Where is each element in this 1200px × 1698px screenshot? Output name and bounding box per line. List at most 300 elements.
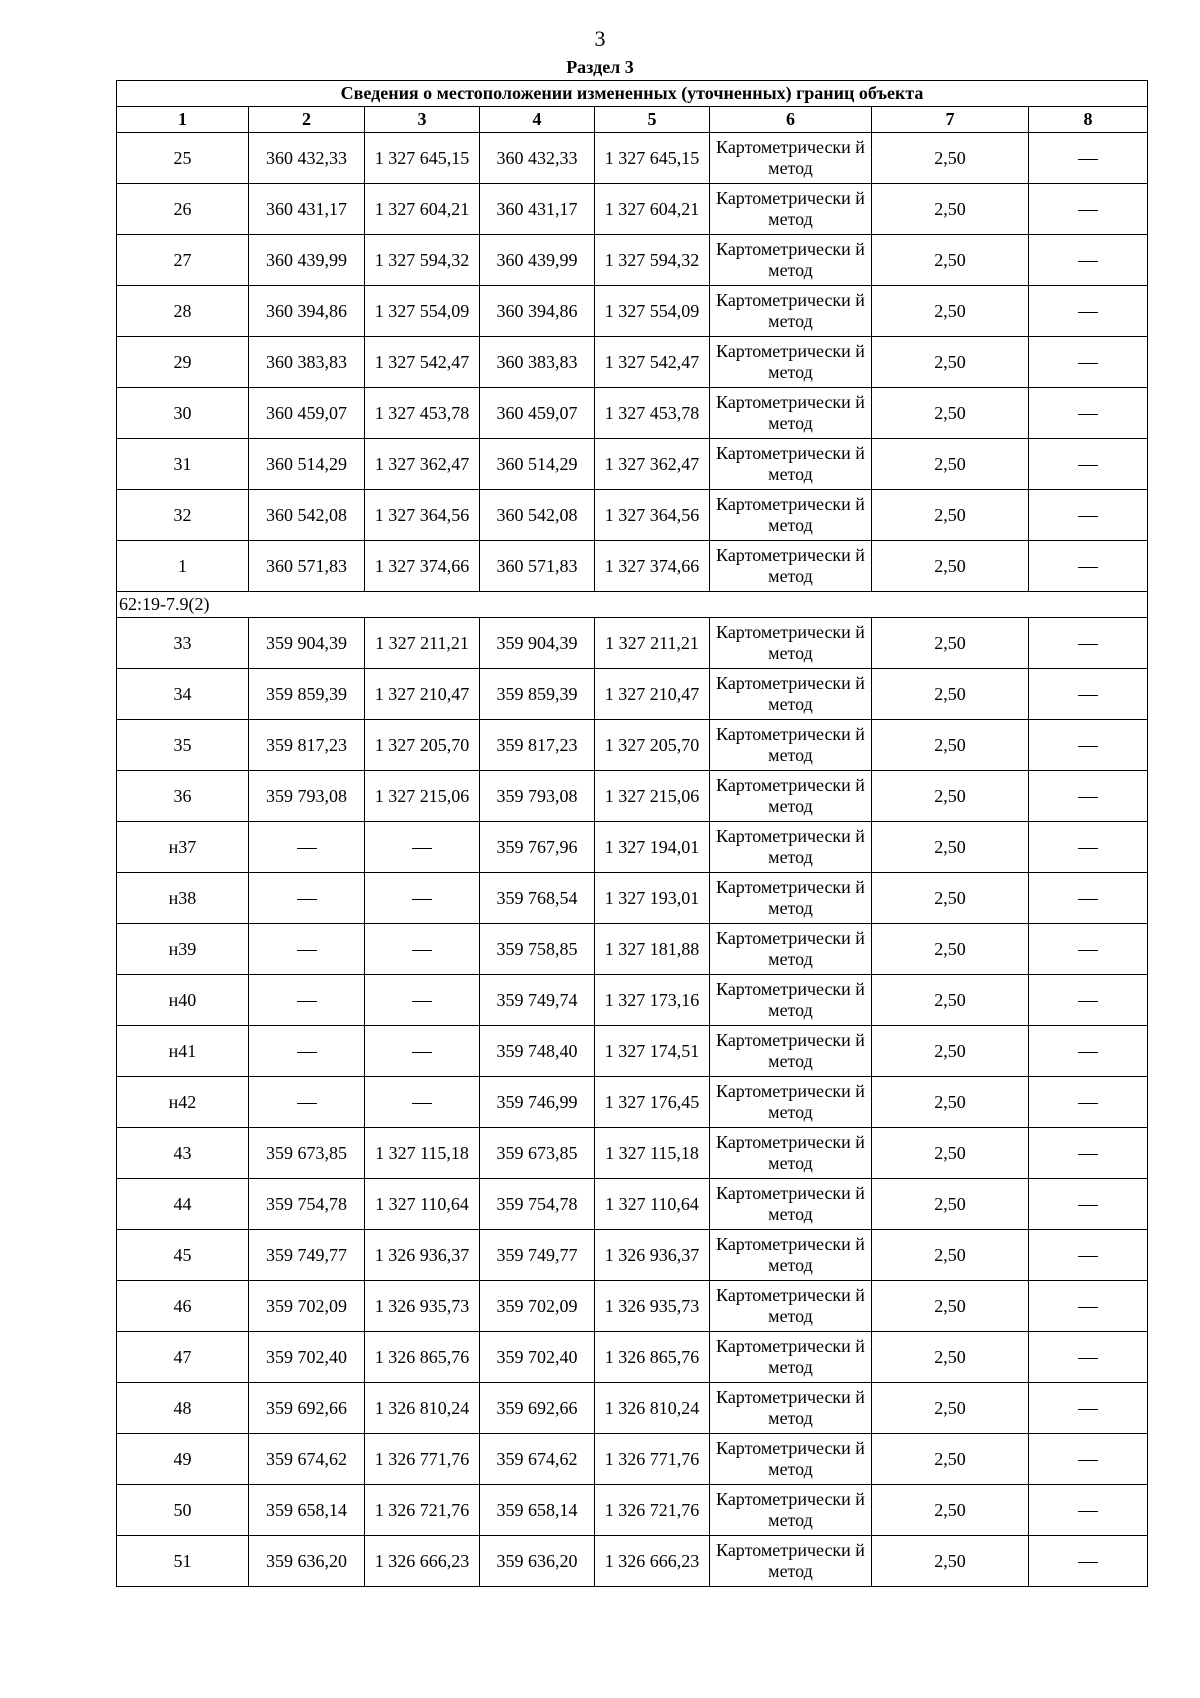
y-new-cell: 1 327 194,01	[595, 822, 710, 873]
method-cell: Картометрически й метод	[710, 541, 872, 592]
y-old-cell	[365, 1026, 480, 1077]
dash-mark	[1078, 899, 1098, 900]
dash-mark	[1078, 1460, 1098, 1461]
method-cell: Картометрически й метод	[710, 337, 872, 388]
description-cell	[1029, 133, 1148, 184]
x-old-cell	[249, 1077, 365, 1128]
x-new-cell: 359 658,14	[480, 1485, 595, 1536]
dash-mark	[1078, 695, 1098, 696]
dash-mark	[297, 1103, 317, 1104]
accuracy-cell: 2,50	[872, 873, 1029, 924]
point-number-cell: 50	[117, 1485, 249, 1536]
accuracy-cell: 2,50	[872, 618, 1029, 669]
method-cell: Картометрически й метод	[710, 1536, 872, 1587]
table-row	[117, 184, 1148, 235]
point-number-cell: 28	[117, 286, 249, 337]
description-cell	[1029, 1281, 1148, 1332]
point-number-cell: 33	[117, 618, 249, 669]
x-new-cell: 360 542,08	[480, 490, 595, 541]
method-cell: Картометрически й метод	[710, 924, 872, 975]
point-number-cell: 32	[117, 490, 249, 541]
x-new-cell: 359 758,85	[480, 924, 595, 975]
x-new-cell: 360 383,83	[480, 337, 595, 388]
y-old-cell: 1 327 364,56	[365, 490, 480, 541]
dash-mark	[1078, 797, 1098, 798]
x-new-cell: 359 748,40	[480, 1026, 595, 1077]
y-old-cell: 1 326 810,24	[365, 1383, 480, 1434]
method-cell: Картометрически й метод	[710, 1434, 872, 1485]
accuracy-cell: 2,50	[872, 771, 1029, 822]
section-title: Раздел 3	[566, 57, 634, 77]
y-new-cell: 1 327 173,16	[595, 975, 710, 1026]
y-old-cell	[365, 975, 480, 1026]
y-old-cell	[365, 822, 480, 873]
table-row	[117, 388, 1148, 439]
x-old-cell	[249, 822, 365, 873]
y-old-cell: 1 326 865,76	[365, 1332, 480, 1383]
x-old-cell: 359 702,40	[249, 1332, 365, 1383]
description-cell	[1029, 1179, 1148, 1230]
description-cell	[1029, 1332, 1148, 1383]
column-number: 3	[365, 107, 480, 133]
table-row	[117, 133, 1148, 184]
description-cell	[1029, 337, 1148, 388]
y-old-cell: 1 326 936,37	[365, 1230, 480, 1281]
x-old-cell	[249, 924, 365, 975]
x-new-cell: 359 793,08	[480, 771, 595, 822]
y-old-cell: 1 327 604,21	[365, 184, 480, 235]
description-cell	[1029, 618, 1148, 669]
group-label: 62:19-7.9(2)	[117, 592, 1148, 618]
y-new-cell: 1 327 110,64	[595, 1179, 710, 1230]
accuracy-cell: 2,50	[872, 490, 1029, 541]
y-new-cell: 1 327 554,09	[595, 286, 710, 337]
x-old-cell: 360 439,99	[249, 235, 365, 286]
point-number-cell: 44	[117, 1179, 249, 1230]
table-row	[117, 1332, 1148, 1383]
table-row	[117, 1485, 1148, 1536]
y-old-cell: 1 327 362,47	[365, 439, 480, 490]
method-cell: Картометрически й метод	[710, 133, 872, 184]
y-new-cell: 1 327 176,45	[595, 1077, 710, 1128]
dash-mark	[1078, 1511, 1098, 1512]
y-old-cell: 1 326 666,23	[365, 1536, 480, 1587]
x-new-cell: 360 514,29	[480, 439, 595, 490]
x-old-cell: 360 383,83	[249, 337, 365, 388]
method-cell: Картометрически й метод	[710, 618, 872, 669]
table-body	[117, 133, 1148, 1587]
x-old-cell: 359 674,62	[249, 1434, 365, 1485]
x-new-cell: 359 749,77	[480, 1230, 595, 1281]
y-new-cell: 1 326 721,76	[595, 1485, 710, 1536]
dash-mark	[1078, 516, 1098, 517]
dash-mark	[412, 899, 432, 900]
accuracy-cell: 2,50	[872, 1026, 1029, 1077]
dash-mark	[412, 848, 432, 849]
y-new-cell: 1 327 205,70	[595, 720, 710, 771]
point-number-cell: н37	[117, 822, 249, 873]
x-new-cell: 359 768,54	[480, 873, 595, 924]
y-new-cell: 1 327 215,06	[595, 771, 710, 822]
table-row	[117, 235, 1148, 286]
x-old-cell: 359 817,23	[249, 720, 365, 771]
dash-mark	[297, 899, 317, 900]
y-new-cell: 1 327 645,15	[595, 133, 710, 184]
y-new-cell: 1 327 594,32	[595, 235, 710, 286]
column-number: 5	[595, 107, 710, 133]
x-new-cell: 360 439,99	[480, 235, 595, 286]
dash-mark	[1078, 644, 1098, 645]
table-row	[117, 822, 1148, 873]
x-new-cell: 359 702,09	[480, 1281, 595, 1332]
y-old-cell	[365, 924, 480, 975]
dash-mark	[1078, 746, 1098, 747]
dash-mark	[1078, 312, 1098, 313]
column-number: 8	[1029, 107, 1148, 133]
table-row	[117, 1128, 1148, 1179]
x-old-cell: 359 673,85	[249, 1128, 365, 1179]
x-new-cell: 359 692,66	[480, 1383, 595, 1434]
dash-mark	[1078, 261, 1098, 262]
description-cell	[1029, 1383, 1148, 1434]
accuracy-cell: 2,50	[872, 235, 1029, 286]
dash-mark	[1078, 1001, 1098, 1002]
y-new-cell: 1 326 810,24	[595, 1383, 710, 1434]
x-old-cell: 359 793,08	[249, 771, 365, 822]
accuracy-cell: 2,50	[872, 337, 1029, 388]
x-new-cell: 359 746,99	[480, 1077, 595, 1128]
x-old-cell: 359 702,09	[249, 1281, 365, 1332]
description-cell	[1029, 669, 1148, 720]
description-cell	[1029, 388, 1148, 439]
description-cell	[1029, 975, 1148, 1026]
column-number: 1	[117, 107, 249, 133]
group-row	[117, 592, 1148, 618]
column-number: 4	[480, 107, 595, 133]
dash-mark	[297, 1052, 317, 1053]
method-cell: Картометрически й метод	[710, 184, 872, 235]
y-old-cell: 1 327 215,06	[365, 771, 480, 822]
x-old-cell	[249, 1026, 365, 1077]
x-old-cell: 359 749,77	[249, 1230, 365, 1281]
accuracy-cell: 2,50	[872, 924, 1029, 975]
description-cell	[1029, 771, 1148, 822]
description-cell	[1029, 873, 1148, 924]
description-cell	[1029, 1026, 1148, 1077]
point-number-cell: 29	[117, 337, 249, 388]
description-cell	[1029, 720, 1148, 771]
description-cell	[1029, 1434, 1148, 1485]
method-cell: Картометрически й метод	[710, 1128, 872, 1179]
table-row	[117, 1077, 1148, 1128]
accuracy-cell: 2,50	[872, 184, 1029, 235]
description-cell	[1029, 235, 1148, 286]
column-number: 7	[872, 107, 1029, 133]
y-new-cell: 1 327 374,66	[595, 541, 710, 592]
x-new-cell: 360 571,83	[480, 541, 595, 592]
accuracy-cell: 2,50	[872, 1230, 1029, 1281]
point-number-cell: 49	[117, 1434, 249, 1485]
description-cell	[1029, 1077, 1148, 1128]
y-old-cell: 1 327 211,21	[365, 618, 480, 669]
dash-mark	[297, 1001, 317, 1002]
table-row	[117, 1026, 1148, 1077]
column-number: 6	[710, 107, 872, 133]
dash-mark	[412, 950, 432, 951]
x-new-cell: 360 394,86	[480, 286, 595, 337]
method-cell: Картометрически й метод	[710, 388, 872, 439]
method-cell: Картометрически й метод	[710, 1077, 872, 1128]
method-cell: Картометрически й метод	[710, 1332, 872, 1383]
y-new-cell: 1 326 936,37	[595, 1230, 710, 1281]
table-caption: Сведения о местоположении измененных (уточненных) границ объекта	[117, 81, 1148, 107]
y-old-cell: 1 327 542,47	[365, 337, 480, 388]
method-cell: Картометрически й метод	[710, 1230, 872, 1281]
x-old-cell: 359 658,14	[249, 1485, 365, 1536]
point-number-cell: н40	[117, 975, 249, 1026]
method-cell: Картометрически й метод	[710, 822, 872, 873]
x-new-cell: 359 904,39	[480, 618, 595, 669]
point-number-cell: 36	[117, 771, 249, 822]
point-number-cell: н41	[117, 1026, 249, 1077]
x-old-cell: 359 692,66	[249, 1383, 365, 1434]
x-new-cell: 359 636,20	[480, 1536, 595, 1587]
x-old-cell	[249, 873, 365, 924]
point-number-cell: 31	[117, 439, 249, 490]
page-number: 3	[594, 26, 606, 51]
column-number-row	[117, 107, 1148, 133]
dash-mark	[1078, 950, 1098, 951]
x-new-cell: 359 817,23	[480, 720, 595, 771]
dash-mark	[1078, 1205, 1098, 1206]
table-row	[117, 975, 1148, 1026]
y-new-cell: 1 327 604,21	[595, 184, 710, 235]
method-cell: Картометрически й метод	[710, 975, 872, 1026]
table-row	[117, 1434, 1148, 1485]
x-old-cell: 359 859,39	[249, 669, 365, 720]
point-number-cell: 47	[117, 1332, 249, 1383]
accuracy-cell: 2,50	[872, 286, 1029, 337]
x-old-cell: 359 754,78	[249, 1179, 365, 1230]
y-new-cell: 1 327 364,56	[595, 490, 710, 541]
dash-mark	[1078, 567, 1098, 568]
y-old-cell: 1 327 210,47	[365, 669, 480, 720]
method-cell: Картометрически й метод	[710, 490, 872, 541]
y-new-cell: 1 327 542,47	[595, 337, 710, 388]
x-new-cell: 359 674,62	[480, 1434, 595, 1485]
x-old-cell: 360 514,29	[249, 439, 365, 490]
y-new-cell: 1 326 865,76	[595, 1332, 710, 1383]
point-number-cell: 51	[117, 1536, 249, 1587]
point-number-cell: 45	[117, 1230, 249, 1281]
dash-mark	[1078, 363, 1098, 364]
dash-mark	[1078, 1256, 1098, 1257]
method-cell: Картометрически й метод	[710, 873, 872, 924]
accuracy-cell: 2,50	[872, 720, 1029, 771]
description-cell	[1029, 184, 1148, 235]
y-new-cell: 1 327 211,21	[595, 618, 710, 669]
x-new-cell: 359 754,78	[480, 1179, 595, 1230]
table-row	[117, 669, 1148, 720]
accuracy-cell: 2,50	[872, 541, 1029, 592]
method-cell: Картометрически й метод	[710, 1179, 872, 1230]
x-new-cell: 359 749,74	[480, 975, 595, 1026]
table-row	[117, 618, 1148, 669]
y-old-cell	[365, 873, 480, 924]
y-old-cell: 1 327 374,66	[365, 541, 480, 592]
y-old-cell: 1 327 453,78	[365, 388, 480, 439]
description-cell	[1029, 924, 1148, 975]
x-old-cell: 360 432,33	[249, 133, 365, 184]
y-new-cell: 1 327 174,51	[595, 1026, 710, 1077]
point-number-cell: 35	[117, 720, 249, 771]
dash-mark	[412, 1052, 432, 1053]
dash-mark	[1078, 1358, 1098, 1359]
x-old-cell: 360 459,07	[249, 388, 365, 439]
accuracy-cell: 2,50	[872, 1281, 1029, 1332]
y-old-cell: 1 327 205,70	[365, 720, 480, 771]
x-new-cell: 360 459,07	[480, 388, 595, 439]
y-old-cell: 1 327 594,32	[365, 235, 480, 286]
table-row	[117, 439, 1148, 490]
method-cell: Картометрически й метод	[710, 1485, 872, 1536]
method-cell: Картометрически й метод	[710, 286, 872, 337]
description-cell	[1029, 439, 1148, 490]
point-number-cell: 43	[117, 1128, 249, 1179]
dash-mark	[1078, 465, 1098, 466]
accuracy-cell: 2,50	[872, 669, 1029, 720]
description-cell	[1029, 541, 1148, 592]
point-number-cell: 30	[117, 388, 249, 439]
column-number: 2	[249, 107, 365, 133]
dash-mark	[1078, 848, 1098, 849]
point-number-cell: 34	[117, 669, 249, 720]
x-old-cell	[249, 975, 365, 1026]
dash-mark	[1078, 1307, 1098, 1308]
x-old-cell: 360 571,83	[249, 541, 365, 592]
dash-mark	[1078, 210, 1098, 211]
x-old-cell: 360 542,08	[249, 490, 365, 541]
dash-mark	[412, 1103, 432, 1104]
accuracy-cell: 2,50	[872, 1179, 1029, 1230]
description-cell	[1029, 1128, 1148, 1179]
y-old-cell: 1 327 115,18	[365, 1128, 480, 1179]
accuracy-cell: 2,50	[872, 1332, 1029, 1383]
x-old-cell: 360 394,86	[249, 286, 365, 337]
point-number-cell: н38	[117, 873, 249, 924]
table-row	[117, 720, 1148, 771]
accuracy-cell: 2,50	[872, 1077, 1029, 1128]
description-cell	[1029, 1536, 1148, 1587]
method-cell: Картометрически й метод	[710, 1281, 872, 1332]
dash-mark	[1078, 159, 1098, 160]
x-old-cell: 359 636,20	[249, 1536, 365, 1587]
y-new-cell: 1 326 666,23	[595, 1536, 710, 1587]
y-new-cell: 1 327 210,47	[595, 669, 710, 720]
accuracy-cell: 2,50	[872, 1128, 1029, 1179]
boundary-coordinates-table	[116, 80, 1148, 1587]
dash-mark	[1078, 1409, 1098, 1410]
point-number-cell: 46	[117, 1281, 249, 1332]
x-old-cell: 360 431,17	[249, 184, 365, 235]
description-cell	[1029, 490, 1148, 541]
x-new-cell: 360 431,17	[480, 184, 595, 235]
description-cell	[1029, 1230, 1148, 1281]
accuracy-cell: 2,50	[872, 1434, 1029, 1485]
table-row	[117, 924, 1148, 975]
table-row	[117, 1230, 1148, 1281]
table-row	[117, 1281, 1148, 1332]
y-old-cell: 1 326 771,76	[365, 1434, 480, 1485]
accuracy-cell: 2,50	[872, 1485, 1029, 1536]
table-row	[117, 337, 1148, 388]
description-cell	[1029, 1485, 1148, 1536]
table-row	[117, 1383, 1148, 1434]
y-new-cell: 1 327 362,47	[595, 439, 710, 490]
x-new-cell: 359 767,96	[480, 822, 595, 873]
point-number-cell: 48	[117, 1383, 249, 1434]
x-old-cell: 359 904,39	[249, 618, 365, 669]
x-new-cell: 359 859,39	[480, 669, 595, 720]
y-old-cell: 1 326 935,73	[365, 1281, 480, 1332]
method-cell: Картометрически й метод	[710, 1383, 872, 1434]
table-row	[117, 286, 1148, 337]
dash-mark	[1078, 1103, 1098, 1104]
dash-mark	[1078, 1562, 1098, 1563]
dash-mark	[412, 1001, 432, 1002]
y-old-cell: 1 326 721,76	[365, 1485, 480, 1536]
y-new-cell: 1 327 181,88	[595, 924, 710, 975]
method-cell: Картометрически й метод	[710, 1026, 872, 1077]
y-old-cell	[365, 1077, 480, 1128]
description-cell	[1029, 822, 1148, 873]
accuracy-cell: 2,50	[872, 975, 1029, 1026]
method-cell: Картометрически й метод	[710, 720, 872, 771]
method-cell: Картометрически й метод	[710, 439, 872, 490]
table-row	[117, 490, 1148, 541]
dash-mark	[1078, 1154, 1098, 1155]
method-cell: Картометрически й метод	[710, 235, 872, 286]
y-new-cell: 1 326 935,73	[595, 1281, 710, 1332]
point-number-cell: 25	[117, 133, 249, 184]
method-cell: Картометрически й метод	[710, 669, 872, 720]
table-row	[117, 541, 1148, 592]
point-number-cell: н39	[117, 924, 249, 975]
dash-mark	[1078, 414, 1098, 415]
x-new-cell: 360 432,33	[480, 133, 595, 184]
point-number-cell: 1	[117, 541, 249, 592]
table-row	[117, 1179, 1148, 1230]
dash-mark	[297, 848, 317, 849]
y-new-cell: 1 327 115,18	[595, 1128, 710, 1179]
point-number-cell: 26	[117, 184, 249, 235]
y-new-cell: 1 327 453,78	[595, 388, 710, 439]
accuracy-cell: 2,50	[872, 822, 1029, 873]
dash-mark	[297, 950, 317, 951]
table-row	[117, 1536, 1148, 1587]
dash-mark	[1078, 1052, 1098, 1053]
point-number-cell: 27	[117, 235, 249, 286]
table-caption-row	[117, 81, 1148, 107]
accuracy-cell: 2,50	[872, 1383, 1029, 1434]
method-cell: Картометрически й метод	[710, 771, 872, 822]
accuracy-cell: 2,50	[872, 439, 1029, 490]
description-cell	[1029, 286, 1148, 337]
x-new-cell: 359 702,40	[480, 1332, 595, 1383]
accuracy-cell: 2,50	[872, 133, 1029, 184]
x-new-cell: 359 673,85	[480, 1128, 595, 1179]
y-new-cell: 1 327 193,01	[595, 873, 710, 924]
